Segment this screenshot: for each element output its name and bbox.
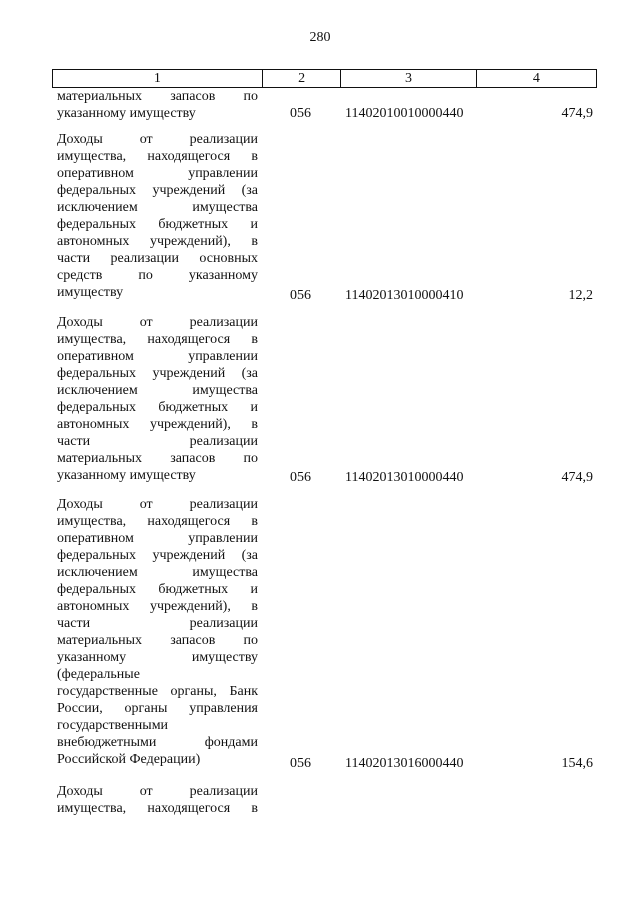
description-line: автономных учреждений), в [57, 599, 258, 614]
column-header-4: 4 [476, 70, 596, 88]
row-description [57, 783, 258, 817]
description-line: указанному имуществу [57, 106, 196, 121]
description-line: Доходы от реализации [57, 784, 258, 799]
page-number: 280 [309, 30, 331, 45]
column-header-2: 2 [262, 70, 341, 88]
description-line: исключением имущества [57, 383, 258, 398]
column-header-3: 3 [341, 70, 476, 88]
column-header-1: 1 [53, 70, 263, 88]
description-line: указанному имуществу [57, 468, 196, 483]
row-budget-code: 11402013016000440 [345, 756, 464, 771]
description-line: автономных учреждений), в [57, 234, 258, 249]
row-description [57, 496, 258, 768]
description-line: федеральных бюджетных и [57, 582, 258, 597]
row-amount: 12,2 [568, 288, 593, 303]
description-line: федеральных учреждений (за [57, 183, 258, 198]
description-line: имущества, находящегося в [57, 801, 258, 816]
row-admin-code: 056 [290, 288, 311, 303]
row-budget-code: 11402013010000440 [345, 470, 464, 485]
description-line: имуществу [57, 285, 124, 300]
description-line: государственные органы, Банк [57, 684, 258, 699]
description-line: Доходы от реализации [57, 132, 258, 147]
row-description [57, 314, 258, 484]
row-amount: 474,9 [561, 106, 593, 121]
description-line: имущества, находящегося в [57, 332, 258, 347]
description-line: Доходы от реализации [57, 497, 258, 512]
row-admin-code: 056 [290, 756, 311, 771]
description-line: материальных запасов по [57, 451, 258, 466]
description-line: автономных учреждений), в [57, 417, 258, 432]
description-line: федеральных учреждений (за [57, 548, 258, 563]
row-budget-code: 11402013010000410 [345, 288, 464, 303]
description-line: федеральных бюджетных и [57, 217, 258, 232]
row-admin-code: 056 [290, 470, 311, 485]
description-line: федеральных учреждений (за [57, 366, 258, 381]
description-line: указанному имуществу [57, 650, 258, 665]
description-line: части реализации [57, 616, 258, 631]
table-header [52, 69, 597, 88]
row-description [57, 131, 258, 301]
description-line: федеральных бюджетных и [57, 400, 258, 415]
description-line: России, органы управления [57, 701, 258, 716]
description-line: исключением имущества [57, 565, 258, 580]
description-line: материальных запасов по [57, 633, 258, 648]
description-line: (федеральные [57, 667, 140, 682]
description-line: оперативном управлении [57, 166, 258, 181]
row-description [57, 88, 258, 122]
description-line: средств по указанному [57, 268, 258, 283]
description-line: Российской Федерации) [57, 752, 201, 767]
description-line: имущества, находящегося в [57, 149, 258, 164]
description-line: Доходы от реализации [57, 315, 258, 330]
description-line: оперативном управлении [57, 531, 258, 546]
description-line: имущества, находящегося в [57, 514, 258, 529]
description-line: части реализации [57, 434, 258, 449]
description-line: материальных запасов по [57, 89, 258, 104]
description-line: оперативном управлении [57, 349, 258, 364]
row-amount: 474,9 [561, 470, 593, 485]
description-line: внебюджетными фондами [57, 735, 258, 750]
description-line: исключением имущества [57, 200, 258, 215]
description-line: государственными [57, 718, 169, 733]
row-amount: 154,6 [561, 756, 593, 771]
description-line: части реализации основных [57, 251, 258, 266]
row-budget-code: 11402010010000440 [345, 106, 464, 121]
row-admin-code: 056 [290, 106, 311, 121]
